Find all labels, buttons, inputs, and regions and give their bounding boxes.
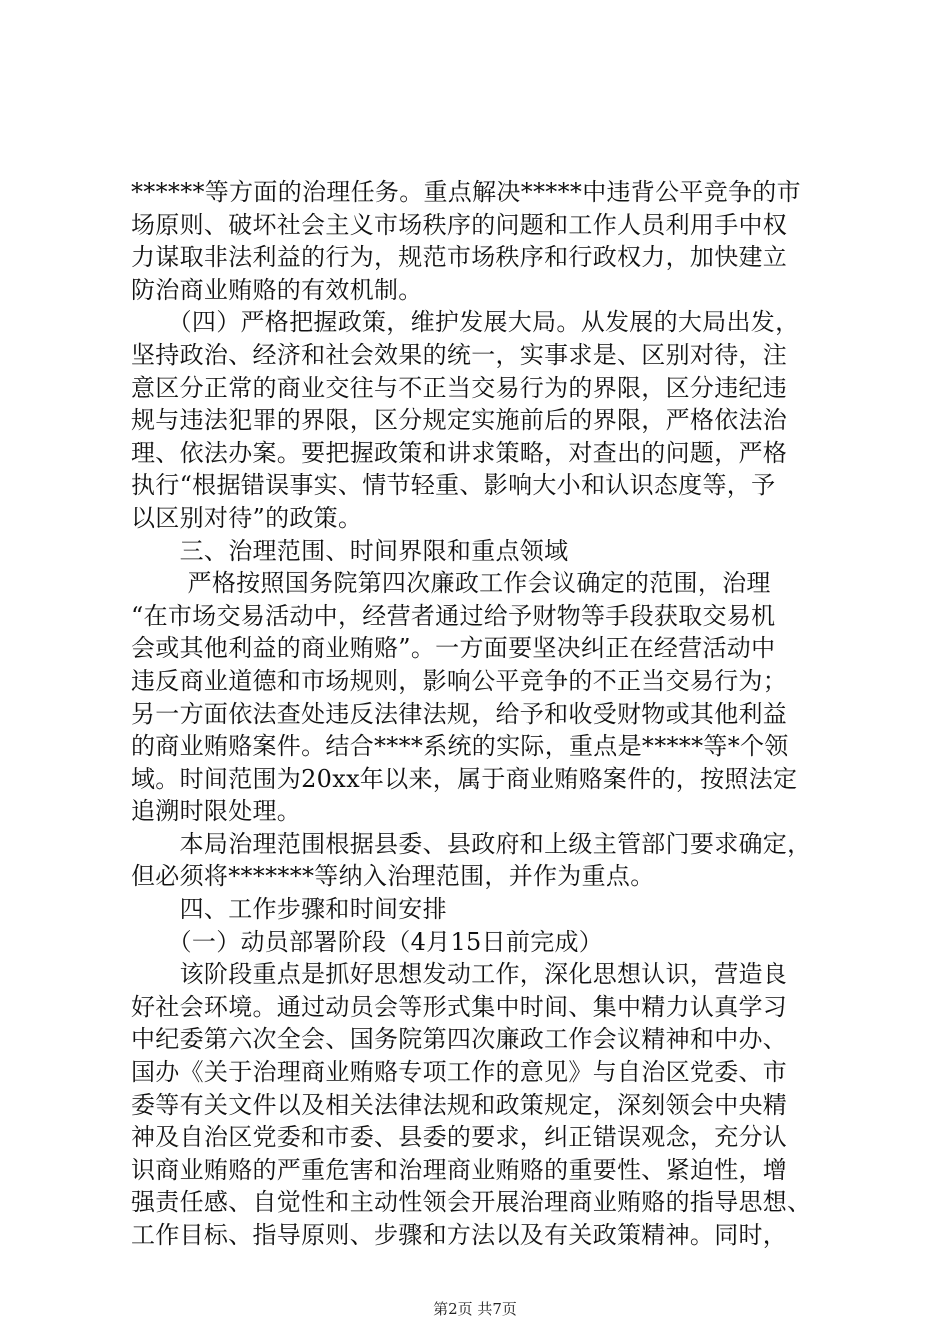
page-number: 第2页 共7页 xyxy=(433,1300,517,1318)
text-line: 国办《关于治理商业贿赂专项工作的意见》与自治区党委、市 xyxy=(131,1058,788,1087)
text-line: 力谋取非法利益的行为，规范市场秩序和行政权力，加快建立 xyxy=(131,243,788,272)
text-line: 理、依法办案。要把握政策和讲求策略，对查出的问题，严格 xyxy=(131,438,788,467)
text-line: 四、工作步骤和时间安排 xyxy=(131,895,447,924)
text-line: 严格按照国务院第四次廉政工作会议确定的范围，治理 xyxy=(131,569,771,598)
text-line: 另一方面依法查处违反法律法规，给予和收受财物或其他利益 xyxy=(131,699,788,728)
text-line: 的商业贿赂案件。结合****系统的实际，重点是*****等*个领 xyxy=(131,732,789,761)
text-line: 本局治理范围根据县委、县政府和上级主管部门要求确定， xyxy=(131,829,812,858)
text-line: 域。时间范围为20xx年以来，属于商业贿赂案件的，按照法定 xyxy=(131,764,798,793)
text-line: “在市场交易活动中，经营者通过给予财物等手段获取交易机 xyxy=(131,601,776,630)
text-line: 中纪委第六次全会、国务院第四次廉政工作会议精神和中办、 xyxy=(131,1025,788,1054)
text-line: 防治商业贿赂的有效机制。 xyxy=(131,275,423,304)
text-line: （一）动员部署阶段（4月15日前完成） xyxy=(131,927,604,956)
text-line: 识商业贿赂的严重危害和治理商业贿赂的重要性、紧迫性，增 xyxy=(131,1155,788,1184)
text-line: 以区别对待”的政策。 xyxy=(131,503,363,532)
text-line: 好社会环境。通过动员会等形式集中时间、集中精力认真学习 xyxy=(131,992,788,1021)
text-line: 执行“根据错误事实、情节轻重、影响大小和认识态度等，予 xyxy=(131,471,776,500)
text-line: 该阶段重点是抓好思想发动工作，深化思想认识，营造良 xyxy=(131,960,788,989)
text-line: 坚持政治、经济和社会效果的统一，实事求是、区别对待，注 xyxy=(131,340,788,369)
text-line: 强责任感、自觉性和主动性领会开展治理商业贿赂的指导思想、 xyxy=(131,1188,812,1217)
text-line: 神及自治区党委和市委、县委的要求，纠正错误观念，充分认 xyxy=(131,1123,788,1152)
body-text xyxy=(131,176,831,1252)
text-line: 工作目标、指导原则、步骤和方法以及有关政策精神。同时， xyxy=(131,1221,788,1249)
text-line: （四）严格把握政策，维护发展大局。从发展的大局出发， xyxy=(131,308,800,337)
text-line: 会或其他利益的商业贿赂”。一方面要坚决纠正在经营活动中 xyxy=(131,634,776,663)
text-line: 但必须将*******等纳入治理范围，并作为重点。 xyxy=(131,862,655,891)
text-line: 三、治理范围、时间界限和重点领域 xyxy=(131,536,569,565)
text-line: 场原则、破坏社会主义市场秩序的问题和工作人员利用手中权 xyxy=(131,210,788,239)
text-line: ******等方面的治理任务。重点解决*****中违背公平竞争的市 xyxy=(131,178,801,206)
text-line: 意区分正常的商业交往与不正当交易行为的界限，区分违纪违 xyxy=(131,373,788,402)
text-line: 委等有关文件以及相关法律法规和政策规定，深刻领会中央精 xyxy=(131,1090,788,1119)
text-line: 规与违法犯罪的界限，区分规定实施前后的界限，严格依法治 xyxy=(131,406,788,435)
text-line: 追溯时限处理。 xyxy=(131,797,302,826)
text-line: 违反商业道德和市场规则，影响公平竞争的不正当交易行为； xyxy=(131,666,788,695)
